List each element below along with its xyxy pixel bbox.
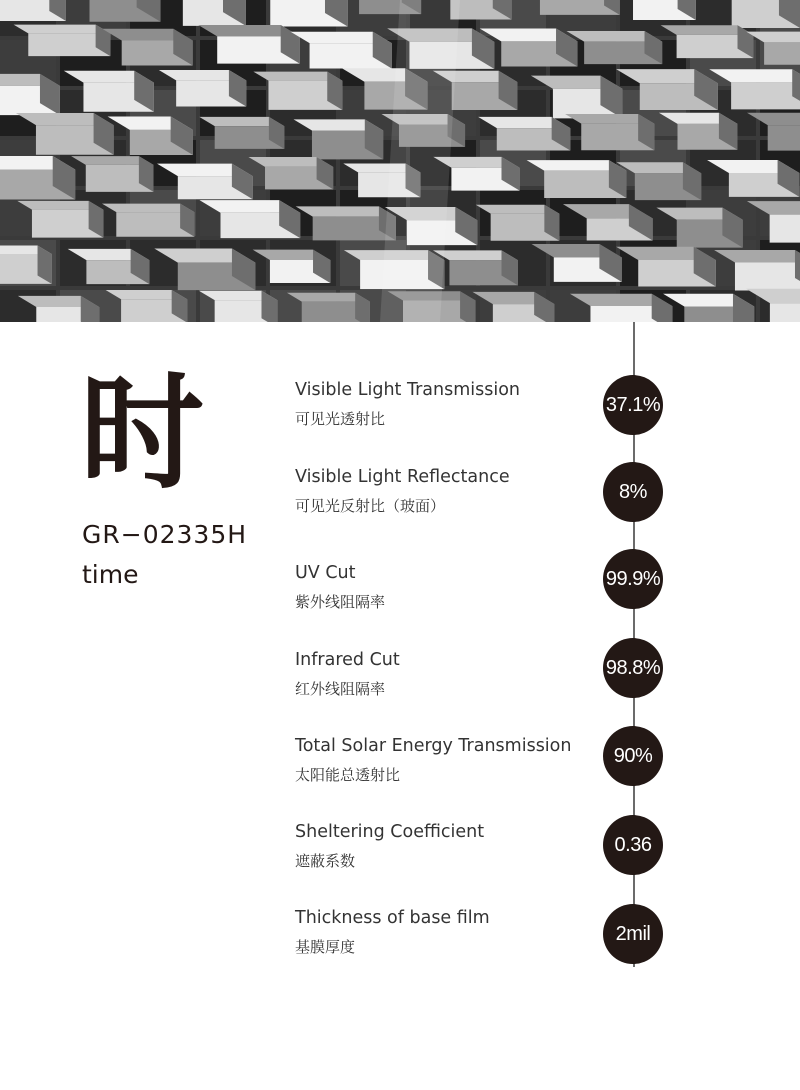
spec-value-badge: 8% <box>603 462 663 522</box>
spec-label-en: UV Cut <box>295 563 356 583</box>
spec-label-cn: 基膜厚度 <box>295 938 356 956</box>
spec-label-cn: 太阳能总透射比 <box>295 766 401 784</box>
spec-value-badge: 2mil <box>603 904 663 964</box>
spec-label-cn: 红外线阻隔率 <box>295 680 386 698</box>
spec-label-en: Visible Light Reflectance <box>295 467 510 487</box>
spec-label-cn: 遮蔽系数 <box>295 852 356 870</box>
spec-label-en: Thickness of base film <box>295 908 490 928</box>
spec-value-badge: 37.1% <box>603 375 663 435</box>
spec-label-en: Sheltering Coefficient <box>295 822 485 842</box>
spec-row-infrared-cut <box>0 650 800 720</box>
product-name: time <box>82 560 139 589</box>
spec-label-cn: 可见光透射比 <box>295 410 386 428</box>
spec-label-cn: 紫外线阻隔率 <box>295 593 386 611</box>
spec-row-sheltering-coefficient <box>0 822 800 892</box>
spec-value-badge: 90% <box>603 726 663 786</box>
building-facade-image <box>0 0 800 322</box>
spec-row-visible-light-transmission <box>0 380 800 450</box>
spec-value-badge: 99.9% <box>603 549 663 609</box>
spec-value-badge: 98.8% <box>603 638 663 698</box>
spec-value-badge: 0.36 <box>603 815 663 875</box>
spec-label-cn: 可见光反射比（玻面） <box>295 497 446 515</box>
product-character: 时 <box>80 362 205 506</box>
hero-building-photo <box>0 0 800 322</box>
spec-row-uv-cut <box>0 563 800 633</box>
spec-row-total-solar-energy-transmission <box>0 736 800 806</box>
spec-row-visible-light-reflectance <box>0 467 800 537</box>
model-code: GR−02335H <box>82 520 248 549</box>
spec-label-en: Visible Light Transmission <box>295 380 521 400</box>
spec-label-en: Total Solar Energy Transmission <box>295 736 572 756</box>
spec-label-en: Infrared Cut <box>295 650 400 670</box>
spec-row-thickness-of-base-film <box>0 908 800 978</box>
